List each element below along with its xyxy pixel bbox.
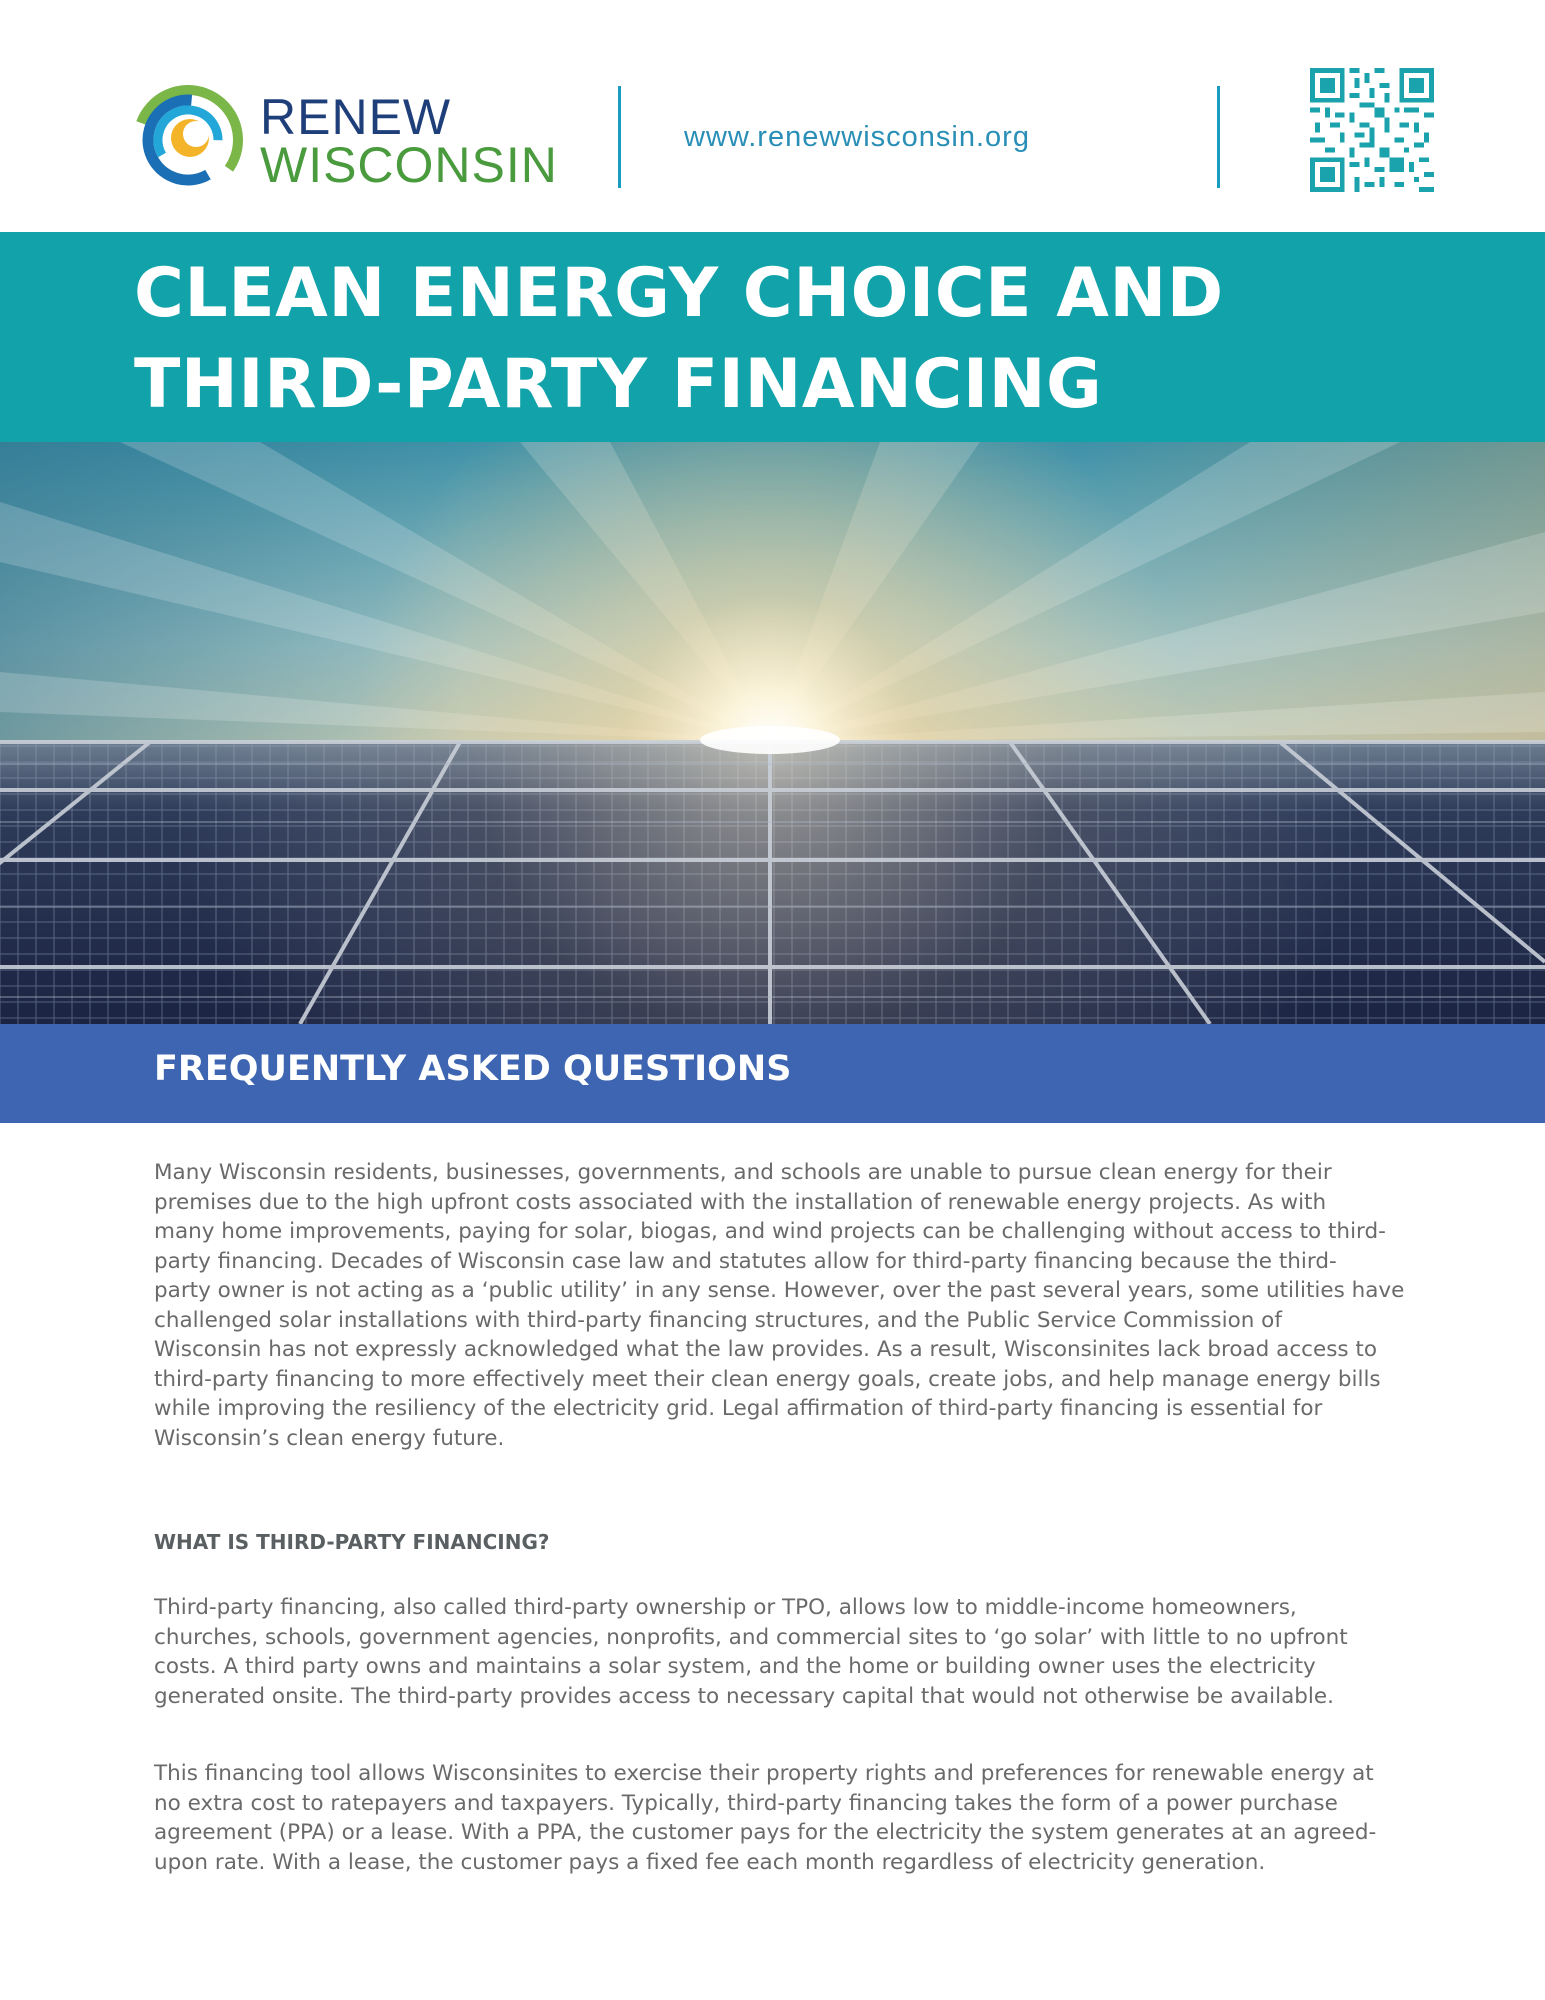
- text-line: third-party financing to more effectively meet their clean energy goals, create jobs, and help manage energy bills: [154, 1366, 1381, 1392]
- financing-tool-paragraph: [154, 1759, 1404, 1877]
- text-line: Third-party financing, also called third-party ownership or TPO, allows low to middle-income homeowners,: [154, 1595, 1297, 1620]
- text-line: agreement (PPA) or a lease. With a PPA, the customer pays for the electricity the system generates at an agreed-: [154, 1820, 1377, 1845]
- solar-panels-sunrise-photo: [0, 442, 1545, 1024]
- text-line: costs. A third party owns and maintains a solar system, and the home or building owner uses the electricity: [154, 1654, 1316, 1679]
- intro-paragraph: [154, 1158, 1404, 1453]
- text-line: Many Wisconsin residents, businesses, governments, and schools are unable to pursue clean energy for their: [154, 1160, 1332, 1185]
- tpo-definition-paragraph: [154, 1593, 1404, 1711]
- website-link[interactable]: www.renewwisconsin.org: [684, 121, 1030, 153]
- text-line: no extra cost to ratepayers and taxpayers. Typically, third-party financing takes the form of a power purchase: [154, 1790, 1338, 1816]
- text-line: many home improvements, paying for solar, biogas, and wind projects can be challenging without access to third-: [154, 1219, 1386, 1244]
- page-title-line-2: THIRD-PARTY FINANCING: [134, 345, 1103, 424]
- text-line: while improving the resiliency of the electricity grid. Legal affirmation of third-party financing is essential for: [154, 1396, 1323, 1421]
- page-header: [0, 0, 1545, 232]
- text-line: churches, schools, government agencies, nonprofits, and commercial sites to ‘go solar’ with little to no upfront: [154, 1624, 1348, 1650]
- text-line: party owner is not acting as a ‘public utility’ in any sense. However, over the past several years, some utilities have: [154, 1278, 1405, 1303]
- text-line: generated onsite. The third-party provides access to necessary capital that would not otherwise be available.: [154, 1683, 1334, 1709]
- section-subheading: WHAT IS THIRD-PARTY FINANCING?: [154, 1530, 550, 1554]
- text-line: Wisconsin has not expressly acknowledged what the law provides. As a result, Wisconsinites lack broad access to: [154, 1337, 1378, 1362]
- header-divider-left: [618, 86, 621, 188]
- renew-wisconsin-logo[interactable]: [132, 78, 562, 198]
- text-line: challenged solar installations with third-party financing structures, and the Public Service Commission of: [154, 1307, 1282, 1333]
- page-title-line-1: CLEAN ENERGY CHOICE AND: [134, 254, 1224, 333]
- text-line: party financing. Decades of Wisconsin case law and statutes allow for third-party financing because the third-: [154, 1248, 1337, 1274]
- text-line: premises due to the high upfront costs associated with the installation of renewable energy projects. As with: [154, 1189, 1327, 1215]
- text-line: upon rate. With a lease, the customer pays a fixed fee each month regardless of electricity generation.: [154, 1849, 1266, 1875]
- text-line: Wisconsin’s clean energy future.: [154, 1425, 505, 1451]
- qr-code-icon[interactable]: [1310, 68, 1434, 192]
- swirl-logo-icon: [132, 84, 244, 196]
- text-line: This financing tool allows Wisconsinites to exercise their property rights and preferences for renewable energy at: [154, 1761, 1374, 1786]
- faq-heading: FREQUENTLY ASKED QUESTIONS: [154, 1049, 792, 1089]
- logo-text-wisconsin: WISCONSIN: [260, 137, 558, 193]
- header-divider-right: [1217, 86, 1220, 188]
- logo-text-renew: RENEW: [260, 89, 452, 145]
